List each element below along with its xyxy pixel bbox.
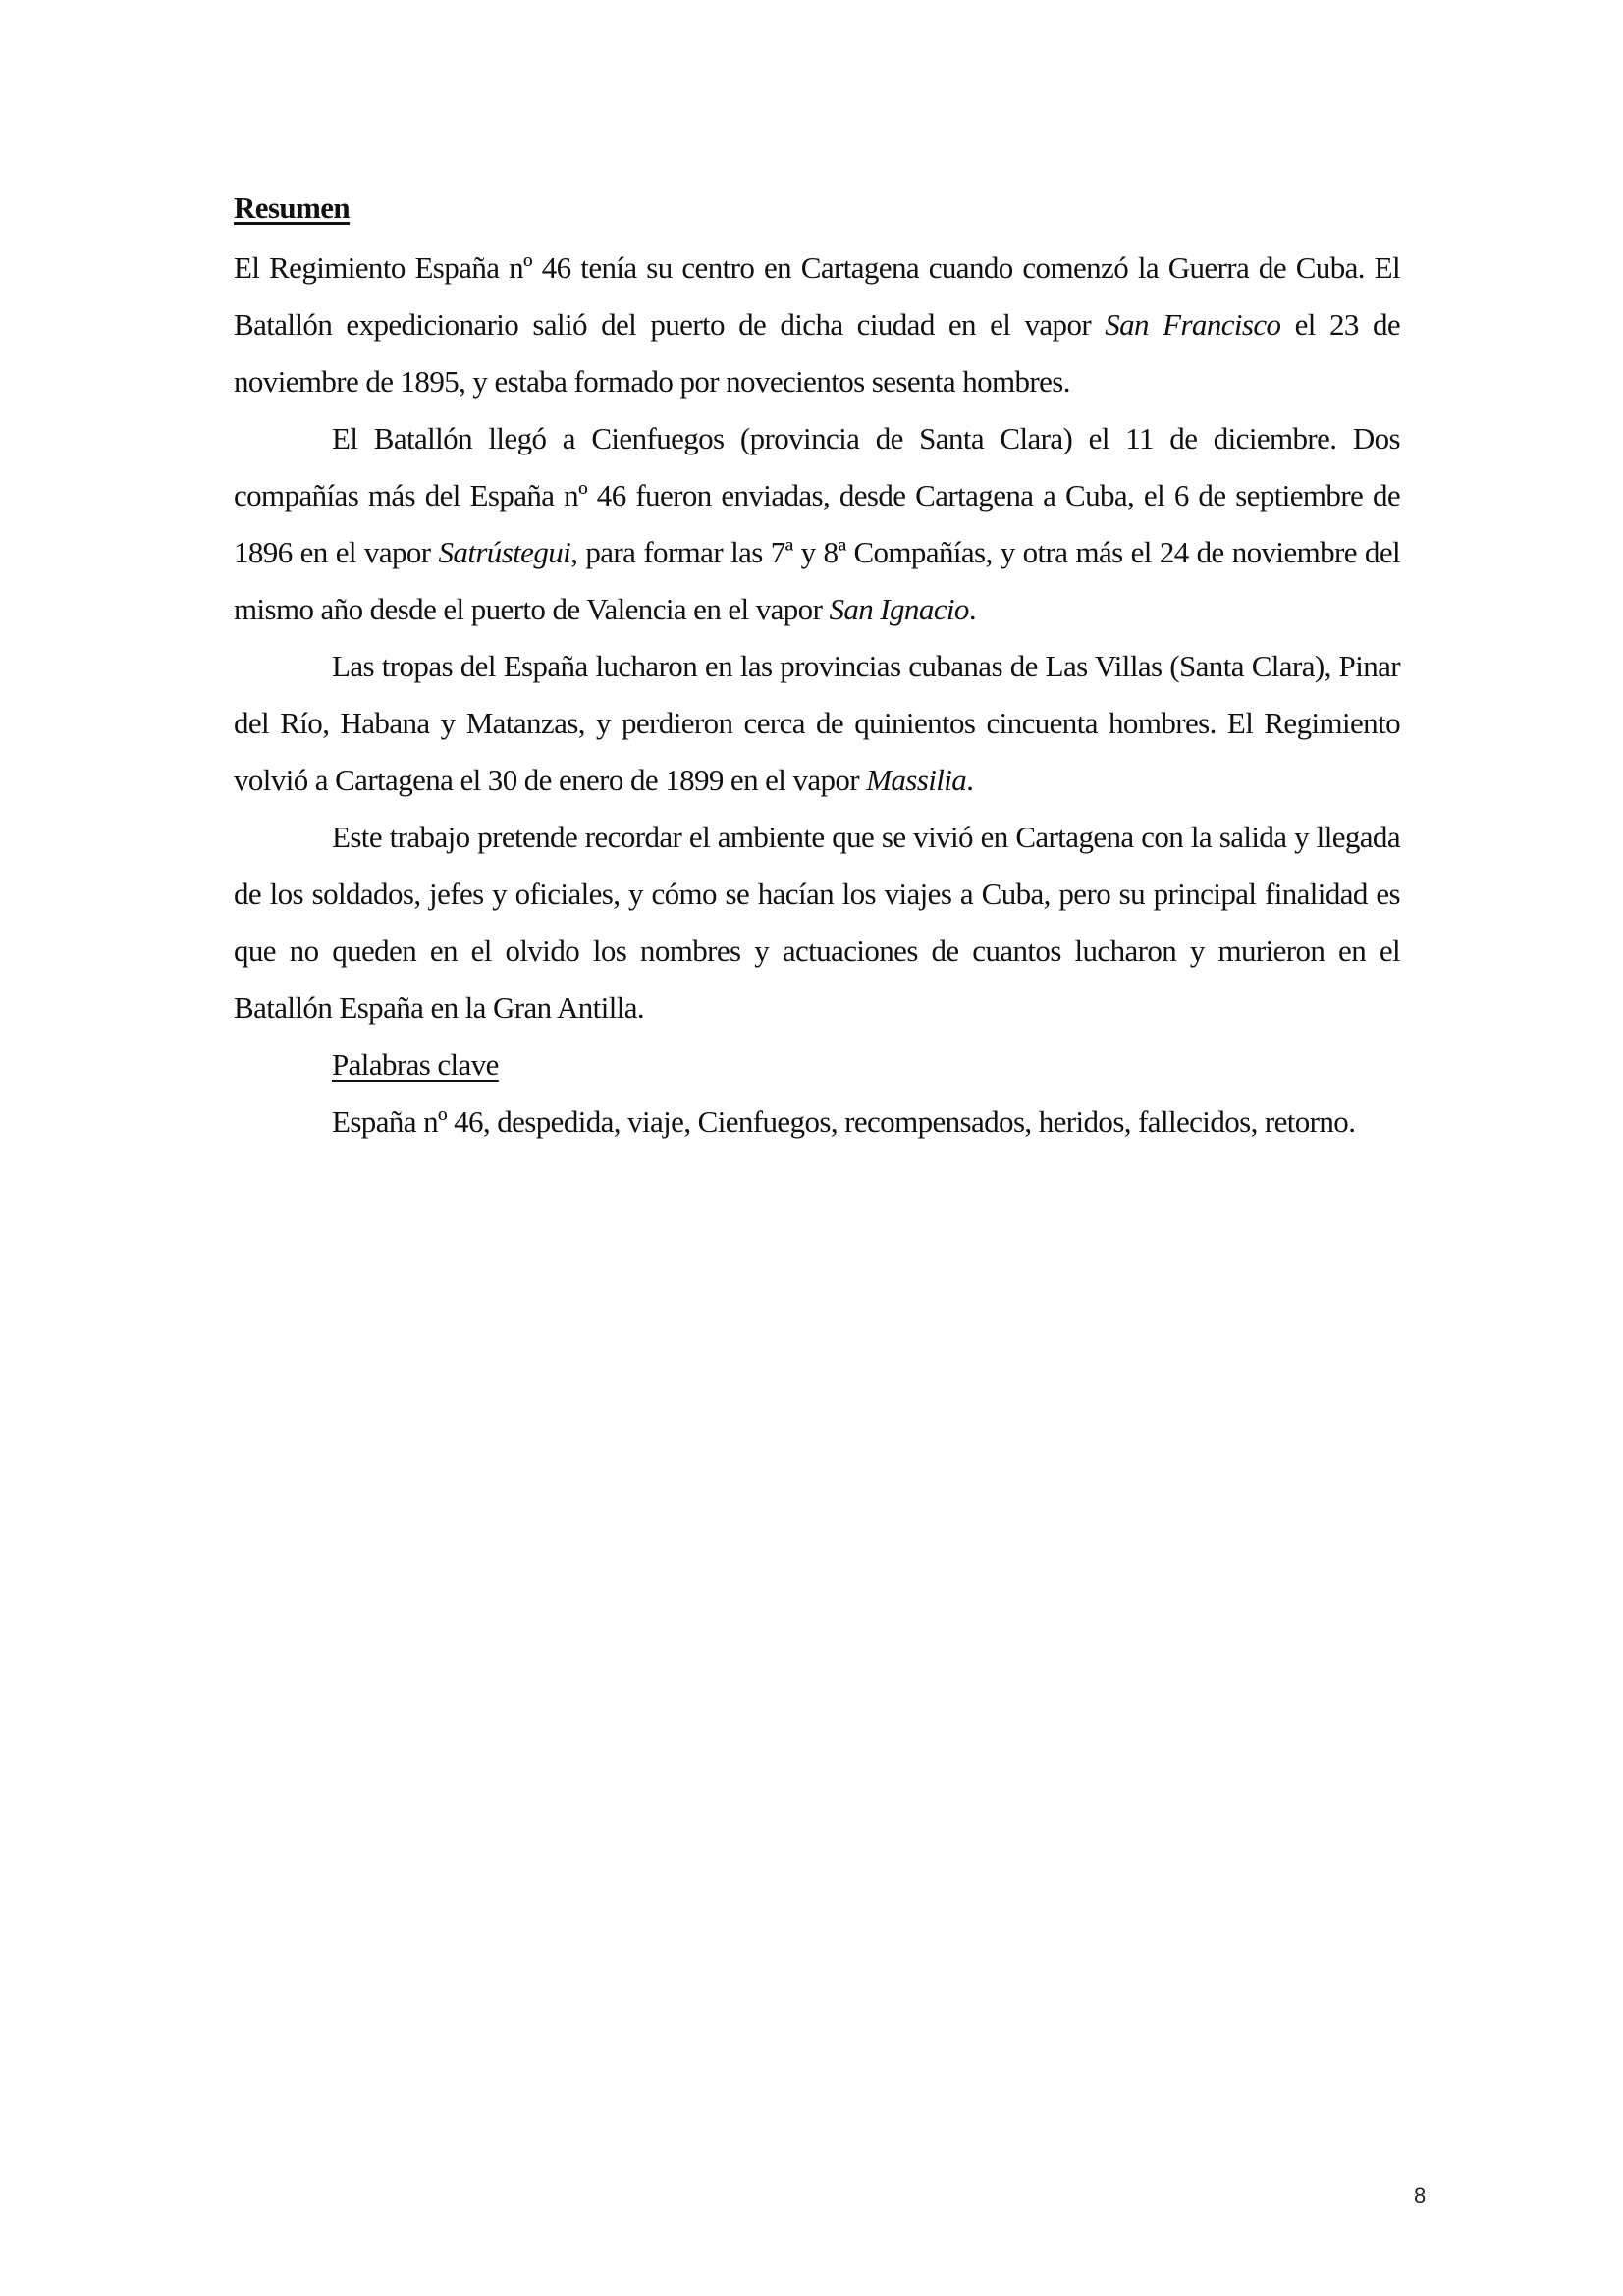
paragraph-1-text-b: el 23 de noviembre de 1895, y estaba formado por novecientos sesenta hombres.	[234, 307, 1401, 399]
paragraph-1-text-a: El Regimiento España nº 46 tenía su centro en Cartagena cuando comenzó la Guerra de Cuba. El Batallón expedicionario salió del puerto de dicha ciudad en el vapor	[234, 250, 1400, 342]
paragraph-2	[234, 410, 1400, 638]
paragraph-4	[234, 809, 1400, 1037]
ship-name-san-ignacio: San Ignacio	[829, 592, 969, 626]
keywords-list: España nº 46, despedida, viaje, Cienfuegos, recompensados, heridos, fallecidos, retorno.	[332, 1104, 1356, 1139]
paragraph-2-text-b: , para formar las 7ª y 8ª Compañías, y otra más el 24 de noviembre del mismo año desde el puerto de Valencia en el vapor	[234, 535, 1400, 626]
keywords-paragraph	[234, 1094, 1400, 1150]
paragraph-2-text-a: El Batallón llegó a Cienfuegos (provincia de Santa Clara) el 11 de diciembre. Dos compañías más del España nº 46 fueron enviadas, desde Cartagena a Cuba, el 6 de septiembre de 1896 en el vapor	[234, 421, 1400, 569]
ship-name-satrustegui: Satrústegui	[438, 535, 571, 569]
document-page	[234, 188, 1400, 1150]
section-heading: Resumen	[234, 190, 351, 225]
ship-name-san-francisco: San Francisco	[1105, 307, 1281, 342]
paragraph-1	[234, 240, 1400, 410]
keywords-title-line	[234, 1037, 1400, 1094]
paragraph-3-text-a: Las tropas del España lucharon en las provincias cubanas de Las Villas (Santa Clara), Pinar del Río, Habana y Matanzas, y perdieron cerca de quinientos cincuenta hombres. El Regimiento volvió a Cartagena el 30 de enero de 1899 en el vapor	[234, 649, 1400, 797]
ship-name-massilia: Massilia	[866, 763, 967, 797]
abstract-body	[234, 240, 1400, 1150]
paragraph-2-text-c: .	[968, 592, 976, 626]
paragraph-4-text: Este trabajo pretende recordar el ambiente que se vivió en Cartagena con la salida y llegada de los soldados, jefes y oficiales, y cómo se hacían los viajes a Cuba, pero su principal finalidad es que no queden en el olvido los nombres y actuaciones de cuantos lucharon y murieron en el Batallón España en la Gran Antilla.	[234, 820, 1400, 1025]
paragraph-3	[234, 638, 1400, 809]
paragraph-3-text-b: .	[966, 763, 974, 797]
keywords-title: Palabras clave	[332, 1047, 499, 1082]
page-number: 8	[1414, 2183, 1427, 2208]
